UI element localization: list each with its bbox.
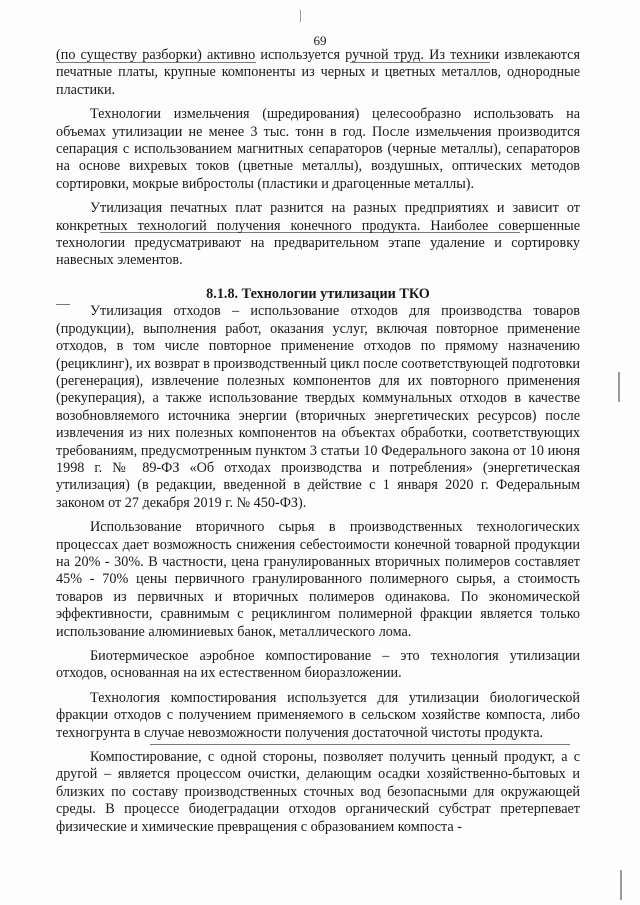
document-body bbox=[56, 47, 580, 836]
paragraph: Утилизация отходов – использование отходов для производства товаров (продукции), выполнения работ, оказания услуг, включая повторное применение отходов, в том числе повторное применение отходов по прямому назначению (рециклинг), их возврат в производственный цикл после соответствующей подготовки (регенерация), извлечение полезных компонентов для их повторного применения (рекуперация), а также использование твердых коммунальных отходов в качестве возобновляемого источника энергии (вторичных энергетических ресурсов) после извлечения из них полезных компонентов на объектах обработки, соответствующих требованиям, предусмотренным пунктом 3 статьи 10 Федерального закона от 10 июня 1998 г. № 89-ФЗ «Об отходах производства и потребления» (энергетическая утилизация) (в редакции, введенной в действие с 1 января 2020 г. Федеральным законом от 27 декабря 2019 г. № 450-ФЗ). bbox=[56, 303, 580, 511]
paragraph: Утилизация печатных плат разнится на разных предприятиях и зависит от конкретных технологий получения конечного продукта. Наиболее совершенные технологии предусматривают на предварительном этапе удаление и сортировку навесных элементов. bbox=[56, 200, 580, 269]
paragraph: Использование вторичного сырья в производственных технологических процессах дает возможность снижения себестоимости конечной товарной продукции на 20% - 30%. В частности, цена гранулированных вторичных полимеров составляет 45% - 70% цены первичного гранулированного полимерного сырья, а стоимость товаров из первичных и вторичных полимеров одинакова. По экономической эффективности, сравнимым с рециклингом полимерной фракции является только использование алюминиевых банок, металлического лома. bbox=[56, 519, 580, 640]
paragraph: (по существу разборки) активно используется ручной труд. Из техники извлекаются печатные платы, крупные компоненты из черных и цветных металлов, однородные пластики. bbox=[56, 47, 580, 98]
scan-artifact bbox=[300, 10, 301, 22]
paragraph: Технология компостирования используется для утилизации биологической фракции отходов с получением применяемого в сельском хозяйстве компоста, либо техногрунта в случае невозможности получения достаточной чистоты продукта. bbox=[56, 689, 580, 741]
paragraph: Компостирование, с одной стороны, позволяет получить ценный продукт, а с другой – является процессом очистки, делающим осадки хозяйственно-бытовых и близких по составу производственных сточных вод безопасными для окружающей среды. В процессе биодеградации отходов органический субстрат претерпевает физические и химические превращения с образованием компоста - bbox=[56, 749, 580, 835]
scan-artifact bbox=[618, 372, 620, 402]
scan-artifact bbox=[620, 870, 622, 900]
paragraph: Биотермическое аэробное компостирование – это технология утилизации отходов, основанная на их естественном биоразложении. bbox=[56, 648, 580, 682]
paragraph: Технологии измельчения (шредирования) целесообразно использовать на объемах утилизации не менее 3 тыс. тонн в год. После измельчения производится сепарация с использованием магнитных сепараторов (черные металлы), сепараторов на основе вихревых токов (цветные металлы), воздушных, оптических методов сортировки, мокрые вибростолы (пластики и драгоценные металлы). bbox=[56, 106, 580, 192]
page-number: 69 bbox=[313, 33, 327, 48]
section-heading: 8.1.8. Технологии утилизации ТКО bbox=[206, 285, 430, 302]
